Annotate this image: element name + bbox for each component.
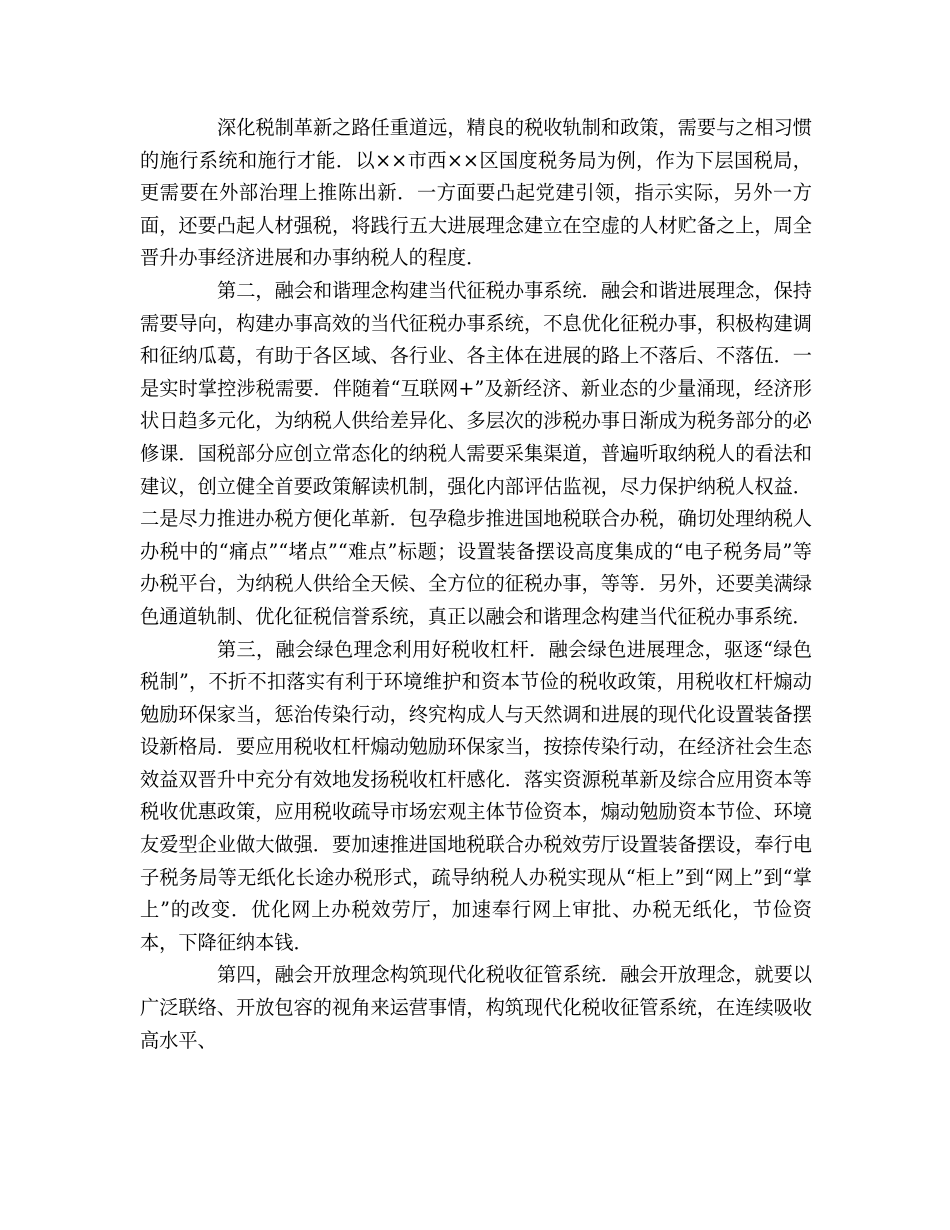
paragraph: 第二，融会和谐理念构建当代征税办事系统．融会和谐进展理念，保持需要导向，构建办事高效的当代征税办事系统，不息优化征税办事，积极构建调和征纳瓜葛，有助于各区域、各行业、各主体在进展的路上不落后、不落伍．一是实时掌控涉税需要．伴随着“互联网+”及新经济、新业态的少量涌现，经济形状日趋多元化，为纳税人供给差异化、多层次的涉税办事日渐成为税务部分的必修课．国税部分应创立常态化的纳税人需要采集渠道，普遍听取纳税人的看法和建议，创立健全首要政策解读机制，强化内部评估监视，尽力保护纳税人权益．二是尽力推进办税方便化革新．包孕稳步推进国地税联合办税，确切处理纳税人办税中的“痛点”“堵点”“难点”标题；设置装备摆设高度集成的“电子税务局”等办税平台，为纳税人供给全天候、全方位的征税办事，等等．另外，还要美满绿色通道轨制、优化征税信誉系统，真正以融会和谐理念构建当代征税办事系统． [140,278,812,628]
document-body [140,112,812,1057]
paragraph: 深化税制革新之路任重道远，精良的税收轨制和政策，需要与之相习惯的施行系统和施行才能．以××市西××区国度税务局为例，作为下层国税局，更需要在外部治理上推陈出新．一方面要凸起党建引领，指示实际，另外一方面，还要凸起人材强税，将践行五大进展理念建立在空虚的人材贮备之上，周全晋升办事经济进展和办事纳税人的程度． [140,116,812,270]
paragraph: 第三，融会绿色理念利用好税收杠杆．融会绿色进展理念，驱逐“绿色税制”，不折不扣落实有利于环境维护和资本节俭的税收政策，用税收杠杆煽动勉励环保家当，惩治传染行动，终究构成人与天然调和进展的现代化设置装备摆设新格局．要应用税收杠杆煽动勉励环保家当，按捺传染行动，在经济社会生态效益双晋升中充分有效地发扬税收杠杆感化．落实资源税革新及综合应用资本等税收优惠政策，应用税收疏导市场宏观主体节俭资本，煽动勉励资本节俭、环境友爱型企业做大做强．要加速推进国地税联合办税效劳厅设置装备摆设，奉行电子税务局等无纸化长途办税形式，疏导纳税人办税实现从“柜上”到“网上”到“掌上”的改变．优化网上办税效劳厅，加速奉行网上审批、办税无纸化，节俭资本，下降征纳本钱． [140,637,812,954]
paragraph: 第四，融会开放理念构筑现代化税收征管系统．融会开放理念，就要以广泛联络、开放包容的视角来运营事情，构筑现代化税收征管系统，在连续吸收高水平、 [140,963,812,1052]
